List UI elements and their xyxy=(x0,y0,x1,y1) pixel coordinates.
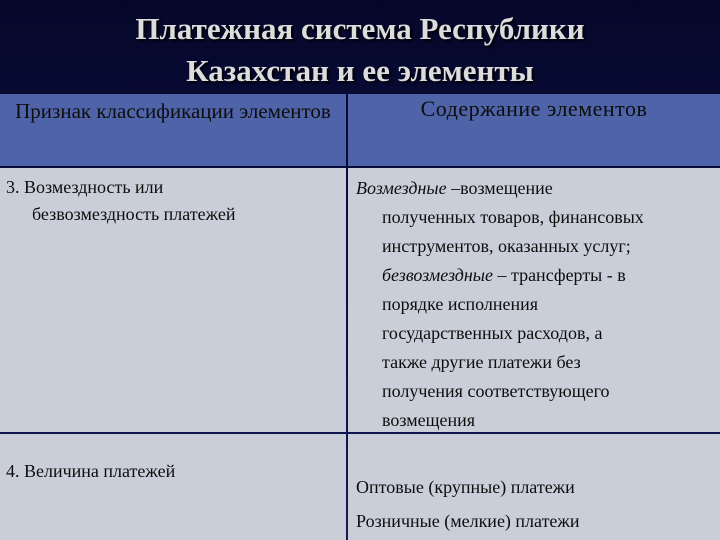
row-4-criterion-text: 4. Величина платежей xyxy=(6,461,176,481)
content-line-3: инструментов, оказанных услуг; xyxy=(382,236,631,256)
header-cell-content: Содержание элементов xyxy=(348,94,720,166)
classification-table xyxy=(0,94,720,540)
row-3-content-text xyxy=(356,174,720,432)
header-cell-criterion: Признак классификации элементов xyxy=(0,94,346,166)
paid-definition-start: –возмещение xyxy=(446,178,553,198)
slide-title-line-2: Казахстан и ее элементы xyxy=(186,53,534,88)
slide-title xyxy=(0,8,720,92)
slide-title-line-1: Платежная система Республики xyxy=(135,11,585,46)
content-line-7: также другие платежи без xyxy=(382,352,581,372)
content-line-6: государственных расходов, а xyxy=(382,323,603,343)
row-3-criterion-text xyxy=(6,174,340,228)
row-4-content-cell xyxy=(348,434,720,540)
row-4-criterion-cell xyxy=(0,434,346,540)
retail-payments: Розничные (мелкие) платежи xyxy=(356,511,580,531)
wholesale-payments: Оптовые (крупные) платежи xyxy=(356,477,575,497)
row-3-criterion-line-2: безвозмездность платежей xyxy=(32,204,236,224)
term-unpaid: безвозмездные xyxy=(382,265,493,285)
unpaid-definition-start: – трансферты - в xyxy=(492,265,626,285)
content-line-2: полученных товаров, финансовых xyxy=(382,207,644,227)
row-3-criterion-line-1: 3. Возмездность или xyxy=(6,177,164,197)
row-3-content-cell xyxy=(348,168,720,432)
row-3-criterion-cell xyxy=(0,168,346,432)
content-line-5: порядке исполнения xyxy=(382,294,539,314)
content-line-8: получения соответствующего xyxy=(382,381,610,401)
term-paid: Возмездные xyxy=(356,178,447,198)
content-line-9: возмещения xyxy=(382,410,476,430)
